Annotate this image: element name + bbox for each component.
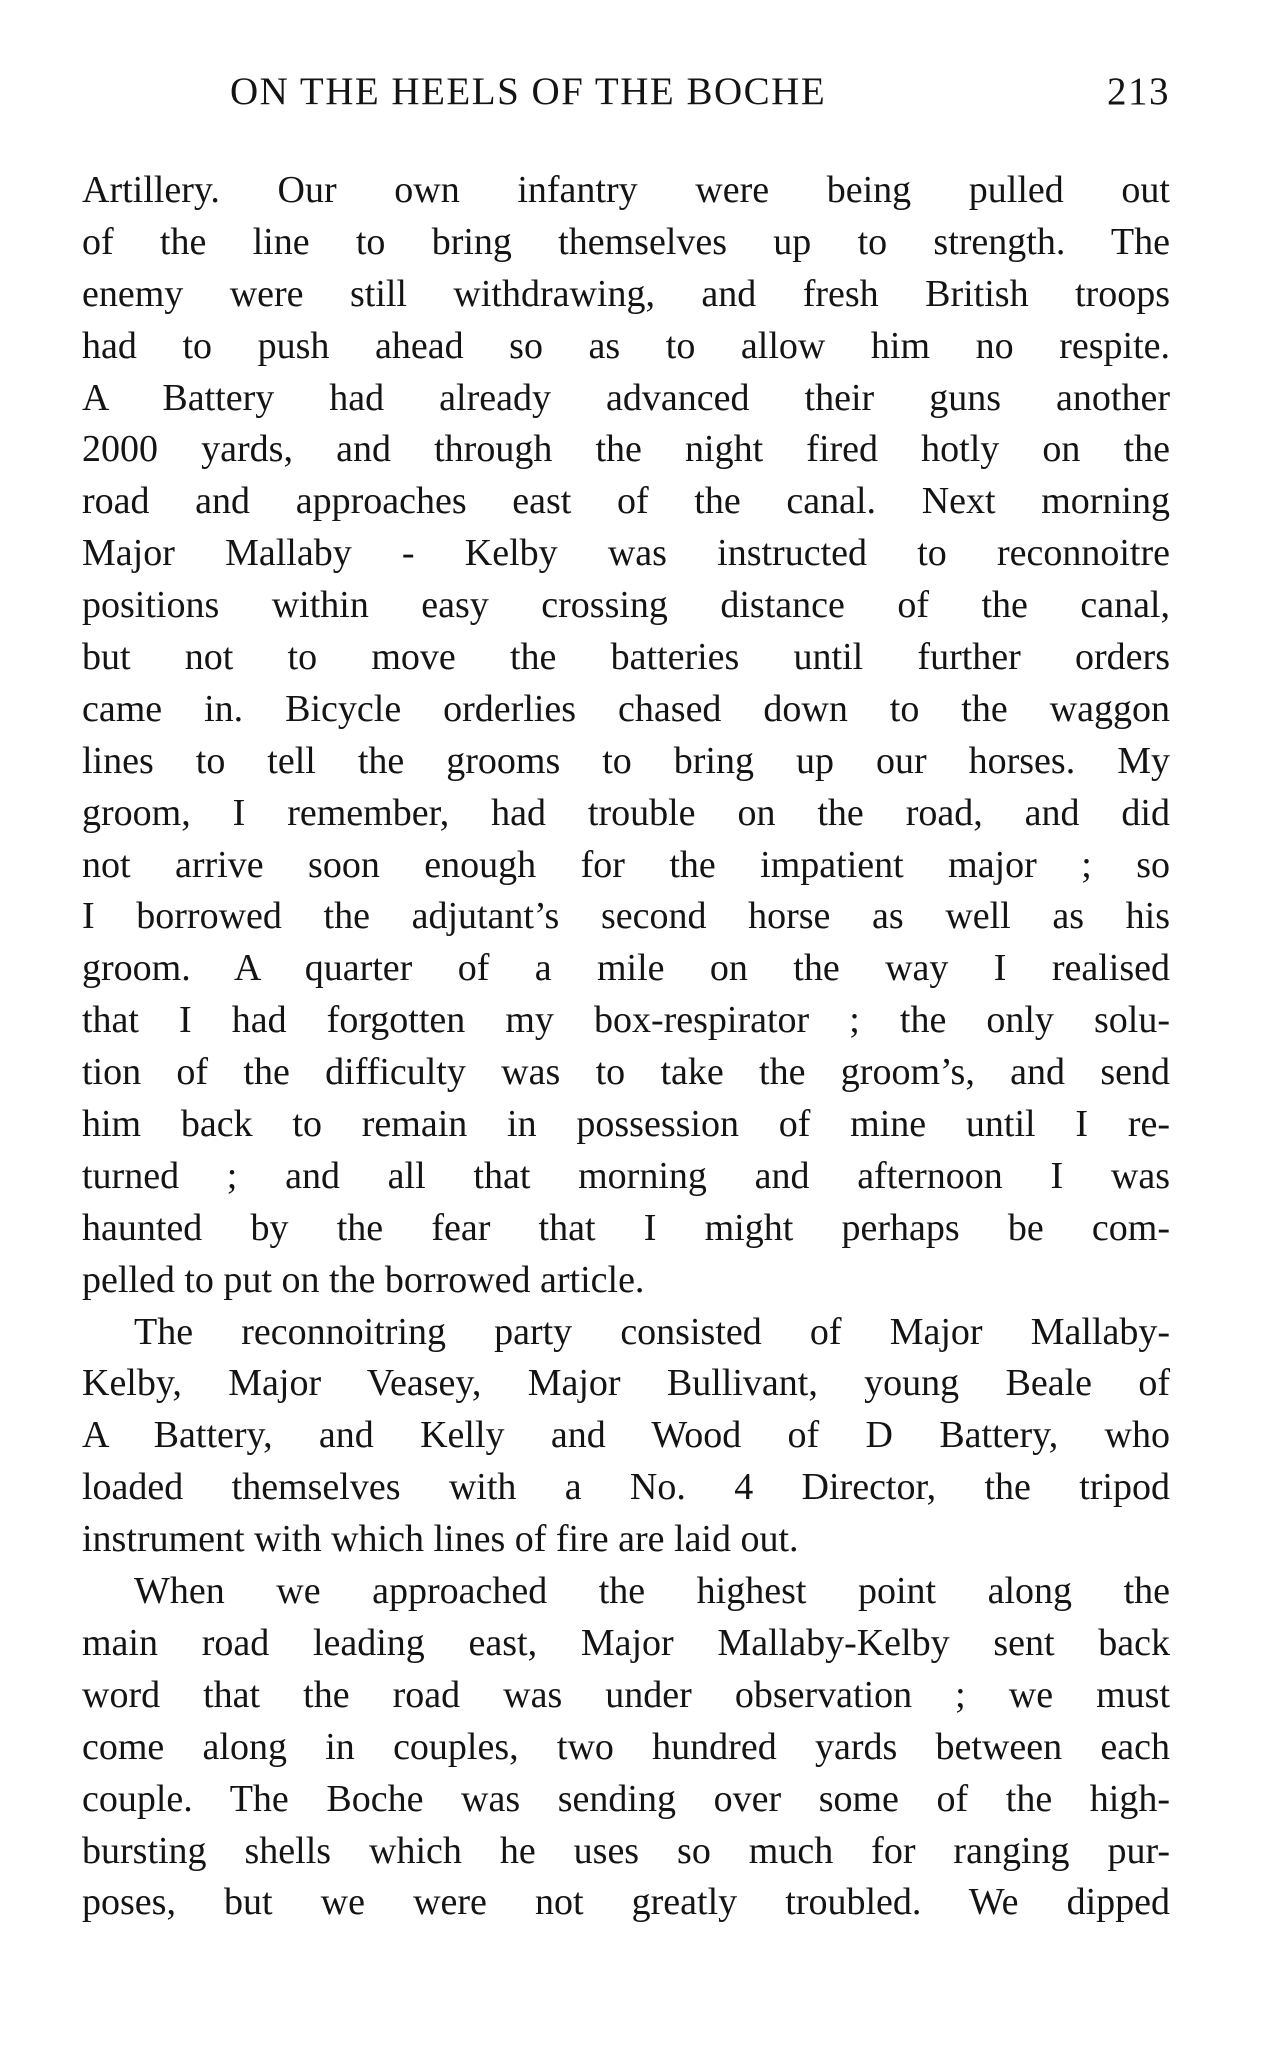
text-line: bursting shells which he uses so much for ranging pur- <box>82 1829 1170 1872</box>
running-head <box>82 64 1170 120</box>
text-line: A Battery, and Kelly and Wood of D Battery, who <box>82 1414 1170 1457</box>
text-line: A Battery had already advanced their guns another <box>82 376 1170 419</box>
text-line: turned ; and all that morning and afternoon I was <box>82 1154 1170 1197</box>
text-line: came in. Bicycle orderlies chased down to the waggon <box>82 687 1170 730</box>
text-line: him back to remain in possession of mine until I re- <box>82 1103 1170 1146</box>
text-line: word that the road was under observation ; we must <box>82 1673 1170 1716</box>
text-line: Major Mallaby - Kelby was instructed to reconnoitre <box>82 532 1170 575</box>
text-line: road and approaches east of the canal. Next morning <box>82 480 1170 523</box>
page-number: 213 <box>1107 70 1170 113</box>
text-line: loaded themselves with a No. 4 Director, the tripod <box>82 1466 1170 1509</box>
text-line: enemy were still withdrawing, and fresh British troops <box>82 272 1170 315</box>
text-line: instrument with which lines of fire are laid out. <box>82 1518 799 1561</box>
text-line: haunted by the fear that I might perhaps be com- <box>82 1206 1170 1249</box>
text-line: main road leading east, Major Mallaby-Kelby sent back <box>82 1621 1170 1664</box>
text-line: Kelby, Major Veasey, Major Bullivant, young Beale of <box>82 1362 1170 1405</box>
text-line: poses, but we were not greatly troubled. We dipped <box>82 1881 1170 1924</box>
text-line: groom. A quarter of a mile on the way I realised <box>82 947 1170 990</box>
text-line: couple. The Boche was sending over some of the high- <box>82 1777 1170 1820</box>
text-line: groom, I remember, had trouble on the road, and did <box>82 791 1170 834</box>
body-text <box>82 165 1170 1929</box>
text-line: tion of the difficulty was to take the groom’s, and send <box>82 1051 1170 1094</box>
text-line: The reconnoitring party consisted of Major Mallaby- <box>134 1310 1170 1353</box>
text-line: that I had forgotten my box-respirator ; the only solu- <box>82 999 1170 1042</box>
text-line: pelled to put on the borrowed article. <box>82 1258 645 1301</box>
text-line: come along in couples, two hundred yards between each <box>82 1725 1170 1768</box>
text-line: of the line to bring themselves up to strength. The <box>82 220 1170 263</box>
running-head-title: ON THE HEELS OF THE BOCHE <box>230 70 827 113</box>
text-line: Artillery. Our own infantry were being pulled out <box>82 169 1170 211</box>
text-line: When we approached the highest point along the <box>134 1570 1170 1613</box>
text-line: not arrive soon enough for the impatient major ; so <box>82 843 1170 886</box>
text-line: had to push ahead so as to allow him no respite. <box>82 324 1170 367</box>
text-line: but not to move the batteries until further orders <box>82 636 1170 679</box>
text-line: 2000 yards, and through the night fired hotly on the <box>82 428 1170 471</box>
text-line: I borrowed the adjutant’s second horse as well as his <box>82 895 1170 938</box>
text-line: lines to tell the grooms to bring up our horses. My <box>82 739 1170 782</box>
text-line: positions within easy crossing distance of the canal, <box>82 584 1170 627</box>
